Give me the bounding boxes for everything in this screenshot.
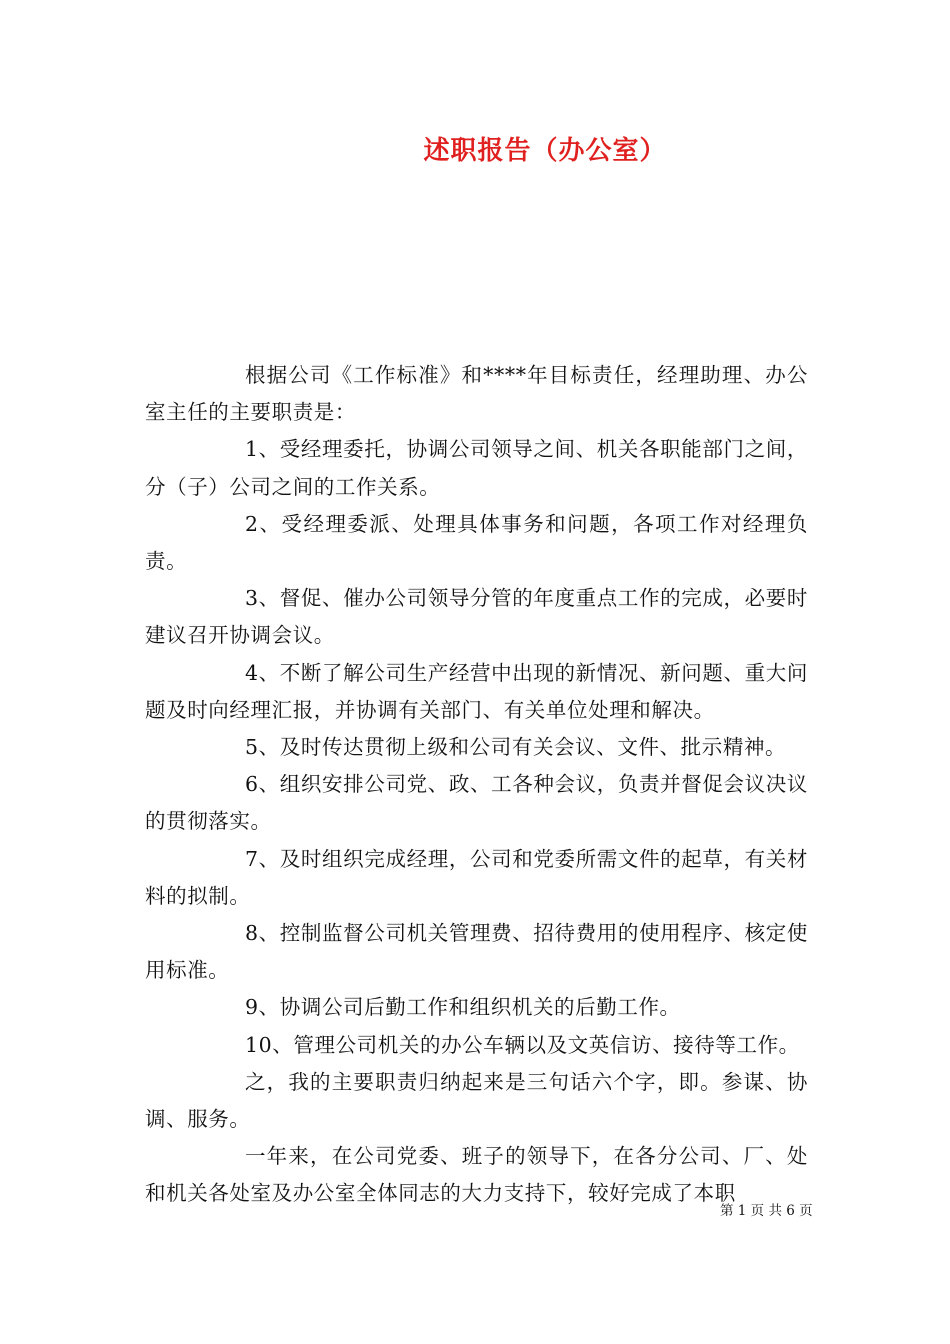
paragraph-duty-8: 8、控制监督公司机关管理费、招待费用的使用程序、核定使用标准。 — [145, 921, 808, 983]
paragraph-duty-10: 10、管理公司机关的办公车辆以及文英信访、接待等工作。 — [245, 1032, 800, 1057]
document-body — [145, 357, 808, 1213]
paragraph-duty-1: 1、受经理委托，协调公司领导之间、机关各职能部门之间，分（子）公司之间的工作关系。 — [145, 437, 808, 499]
paragraph-duty-6: 6、组织安排公司党、政、工各种会议，负责并督促会议决议的贯彻落实。 — [145, 772, 808, 834]
paragraph-duty-4: 4、不断了解公司生产经营中出现的新情况、新问题、重大问题及时向经理汇报，并协调有关部门、有关单位处理和解决。 — [145, 660, 808, 722]
paragraph-duty-9: 9、协调公司后勤工作和组织机关的后勤工作。 — [245, 995, 681, 1020]
paragraph-intro: 根据公司《工作标准》和****年目标责任，经理助理、办公室主任的主要职责是： — [145, 363, 808, 425]
paragraph-review: 一年来，在公司党委、班子的领导下，在各分公司、厂、处和机关各处室及办公室全体同志的大力支持下，较好完成了本职 — [145, 1144, 808, 1206]
paragraph-duty-7: 7、及时组织完成经理，公司和党委所需文件的起草，有关材料的拟制。 — [145, 846, 808, 908]
paragraph-summary: 之，我的主要职责归纳起来是三句话六个字，即。参谋、协调、服务。 — [145, 1069, 808, 1132]
paragraph-duty-2: 2、受经理委派、处理具体事务和问题，各项工作对经理负责。 — [145, 511, 808, 574]
paragraph-duty-3: 3、督促、催办公司领导分管的年度重点工作的完成，必要时建议召开协调会议。 — [145, 586, 808, 648]
paragraph-duty-5: 5、及时传达贯彻上级和公司有关会议、文件、批示精神。 — [245, 735, 787, 760]
page-number-footer: 第 1 页 共 6 页 — [720, 1203, 813, 1219]
document-title: 述职报告（办公室） — [423, 136, 667, 166]
